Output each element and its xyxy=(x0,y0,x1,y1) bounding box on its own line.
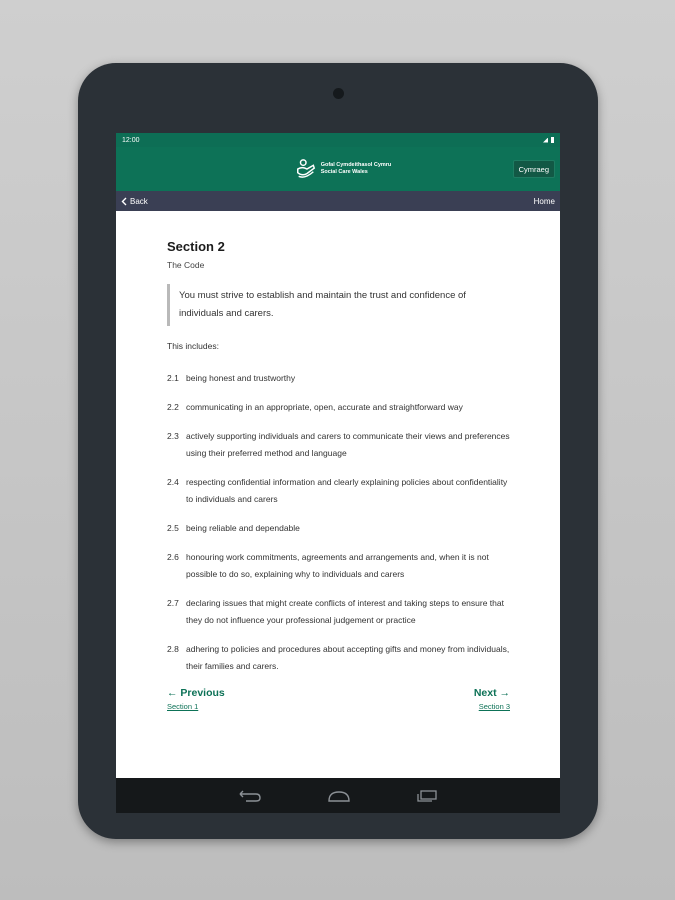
section-subtitle: The Code xyxy=(167,260,205,270)
item-number: 2.1 xyxy=(167,373,179,383)
item-number: 2.4 xyxy=(167,477,179,487)
section-intro: This includes: xyxy=(167,341,219,351)
item-number: 2.5 xyxy=(167,523,179,533)
logo-mark-icon xyxy=(295,158,317,180)
language-toggle-button[interactable]: Cymraeg xyxy=(513,160,555,178)
social-care-wales-logo xyxy=(295,158,392,180)
item-text: communicating in an appropriate, open, accurate and straightforward way xyxy=(186,402,463,412)
home-nav-icon[interactable] xyxy=(326,790,352,802)
item-number: 2.2 xyxy=(167,402,179,412)
item-text: respecting confidential information and clearly explaining policies about confidentiality to individuals and carers xyxy=(186,477,508,504)
list-item xyxy=(167,428,510,462)
item-text: being honest and trustworthy xyxy=(186,373,296,383)
item-text: being reliable and dependable xyxy=(186,523,300,533)
list-item xyxy=(167,520,510,537)
section-title: Section 2 xyxy=(167,239,225,254)
status-icons xyxy=(543,137,554,143)
list-item xyxy=(167,549,510,583)
back-nav-icon[interactable] xyxy=(238,790,262,802)
recents-nav-icon[interactable] xyxy=(416,790,438,802)
next-button[interactable]: Next → xyxy=(473,687,510,699)
item-number: 2.6 xyxy=(167,552,179,562)
list-item xyxy=(167,641,510,675)
camera-icon xyxy=(333,88,344,99)
item-text: actively supporting individuals and carers to communicate their views and preferences using their preferred method and language xyxy=(186,431,510,458)
list-item xyxy=(167,370,510,387)
code-items-list xyxy=(167,370,510,675)
previous-section-nav[interactable] xyxy=(167,687,225,711)
battery-icon xyxy=(551,137,554,143)
item-number: 2.7 xyxy=(167,598,179,608)
logo-text xyxy=(321,162,392,176)
list-item xyxy=(167,474,510,508)
next-section-link[interactable]: Section 3 xyxy=(478,702,510,711)
list-item xyxy=(167,595,510,629)
section-content xyxy=(116,211,560,711)
item-text: declaring issues that might create conflicts of interest and taking steps to ensure that they do not influence your professional judgement or practice xyxy=(186,598,504,625)
item-text: honouring work commitments, agreements and arrangements and, when it is not possible to do so, explaining why to individuals and carers xyxy=(186,552,489,579)
android-navigation-bar xyxy=(116,778,560,813)
logo-line-english: Social Care Wales xyxy=(320,169,368,175)
item-number: 2.3 xyxy=(167,431,179,441)
section-pager xyxy=(167,687,510,711)
status-bar xyxy=(116,133,560,147)
logo-line-welsh: Gofal Cymdeithasol Cymru xyxy=(320,162,392,168)
previous-button[interactable]: ← Previous xyxy=(167,687,225,699)
section-quote: You must strive to establish and maintain the trust and confidence of individuals and carers. xyxy=(167,284,510,326)
app-header xyxy=(116,147,560,191)
next-section-nav[interactable] xyxy=(474,687,510,711)
list-item xyxy=(167,399,510,416)
item-number: 2.8 xyxy=(167,644,179,654)
previous-section-link[interactable]: Section 1 xyxy=(167,702,199,711)
navigation-bar xyxy=(116,191,560,211)
home-button[interactable]: Home xyxy=(533,196,555,206)
item-text: adhering to policies and procedures about accepting gifts and money from individuals, their families and carers. xyxy=(186,644,510,671)
back-label: Back xyxy=(130,196,148,206)
tablet-device xyxy=(78,63,598,839)
back-button[interactable] xyxy=(121,197,148,206)
app-screen xyxy=(116,133,560,778)
status-time: 12:00 xyxy=(122,136,140,144)
signal-icon xyxy=(543,138,548,143)
chevron-left-icon xyxy=(121,197,127,206)
